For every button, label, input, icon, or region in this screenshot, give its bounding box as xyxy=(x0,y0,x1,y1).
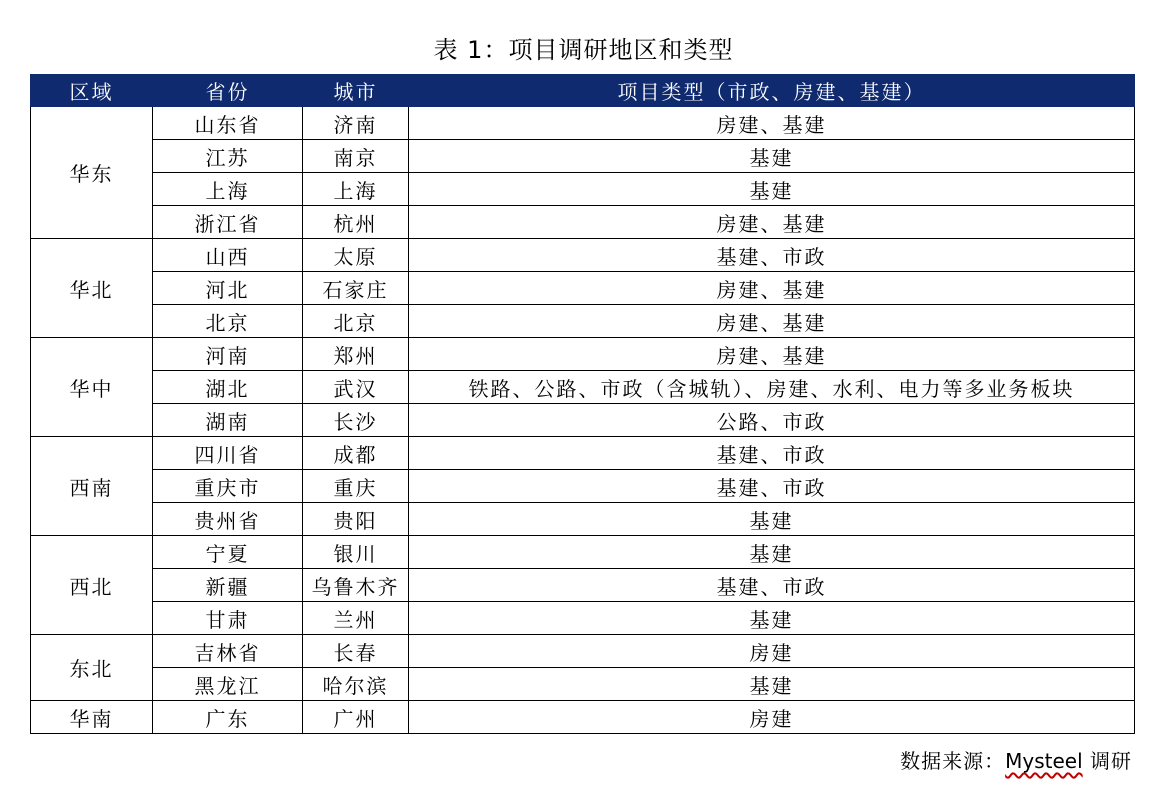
province-cell: 山西 xyxy=(153,239,303,272)
region-project-table xyxy=(30,74,1135,734)
table-row xyxy=(31,503,1135,536)
table-row xyxy=(31,272,1135,305)
city-cell: 哈尔滨 xyxy=(303,668,409,701)
province-cell: 河南 xyxy=(153,338,303,371)
city-cell: 贵阳 xyxy=(303,503,409,536)
table-row xyxy=(31,107,1135,140)
table-row xyxy=(31,338,1135,371)
table-row xyxy=(31,206,1135,239)
project-type-cell: 基建、市政 xyxy=(409,470,1135,503)
header-city: 城市 xyxy=(303,75,409,107)
project-type-cell: 基建 xyxy=(409,668,1135,701)
province-cell: 广东 xyxy=(153,701,303,734)
project-type-cell: 基建、市政 xyxy=(409,239,1135,272)
project-type-cell: 基建 xyxy=(409,173,1135,206)
province-cell: 贵州省 xyxy=(153,503,303,536)
city-cell: 长春 xyxy=(303,635,409,668)
city-cell: 北京 xyxy=(303,305,409,338)
city-cell: 重庆 xyxy=(303,470,409,503)
project-type-cell: 房建、基建 xyxy=(409,338,1135,371)
region-cell: 华中 xyxy=(31,338,153,437)
table-row xyxy=(31,371,1135,404)
province-cell: 湖南 xyxy=(153,404,303,437)
project-type-cell: 房建 xyxy=(409,635,1135,668)
table-row xyxy=(31,536,1135,569)
city-cell: 银川 xyxy=(303,536,409,569)
province-cell: 北京 xyxy=(153,305,303,338)
project-type-cell: 基建 xyxy=(409,536,1135,569)
source-note xyxy=(900,745,1132,774)
city-cell: 广州 xyxy=(303,701,409,734)
table-row xyxy=(31,701,1135,734)
city-cell: 济南 xyxy=(303,107,409,140)
city-cell: 杭州 xyxy=(303,206,409,239)
city-cell: 乌鲁木齐 xyxy=(303,569,409,602)
city-cell: 上海 xyxy=(303,173,409,206)
header-province: 省份 xyxy=(153,75,303,107)
city-cell: 武汉 xyxy=(303,371,409,404)
project-type-cell: 公路、市政 xyxy=(409,404,1135,437)
project-type-cell: 基建、市政 xyxy=(409,437,1135,470)
province-cell: 湖北 xyxy=(153,371,303,404)
header-project-type: 项目类型（市政、房建、基建） xyxy=(409,75,1135,107)
project-type-cell: 房建 xyxy=(409,701,1135,734)
project-type-cell: 基建 xyxy=(409,602,1135,635)
city-cell: 成都 xyxy=(303,437,409,470)
province-cell: 甘肃 xyxy=(153,602,303,635)
project-type-cell: 房建、基建 xyxy=(409,107,1135,140)
project-type-cell: 房建、基建 xyxy=(409,206,1135,239)
header-region: 区域 xyxy=(31,75,153,107)
province-cell: 江苏 xyxy=(153,140,303,173)
page-title: 表 1：项目调研地区和类型 xyxy=(433,36,734,64)
city-cell: 太原 xyxy=(303,239,409,272)
table-row xyxy=(31,239,1135,272)
city-cell: 郑州 xyxy=(303,338,409,371)
region-cell: 华北 xyxy=(31,239,153,338)
province-cell: 黑龙江 xyxy=(153,668,303,701)
project-type-cell: 房建、基建 xyxy=(409,305,1135,338)
province-cell: 河北 xyxy=(153,272,303,305)
region-cell: 华南 xyxy=(31,701,153,734)
province-cell: 新疆 xyxy=(153,569,303,602)
province-cell: 重庆市 xyxy=(153,470,303,503)
region-cell: 西南 xyxy=(31,437,153,536)
table-row xyxy=(31,404,1135,437)
source-suffix: 调研 xyxy=(1090,749,1132,773)
province-cell: 浙江省 xyxy=(153,206,303,239)
project-type-cell: 铁路、公路、市政（含城轨）、房建、水利、电力等多业务板块 xyxy=(409,371,1135,404)
province-cell: 四川省 xyxy=(153,437,303,470)
table-body xyxy=(31,107,1135,734)
table-header-row xyxy=(31,75,1135,107)
source-brand: Mysteel xyxy=(1005,749,1083,773)
project-type-cell: 房建、基建 xyxy=(409,272,1135,305)
city-cell: 长沙 xyxy=(303,404,409,437)
table-row xyxy=(31,173,1135,206)
table-row xyxy=(31,140,1135,173)
project-type-cell: 基建 xyxy=(409,140,1135,173)
province-cell: 吉林省 xyxy=(153,635,303,668)
region-cell: 西北 xyxy=(31,536,153,635)
table-row xyxy=(31,668,1135,701)
table-row xyxy=(31,470,1135,503)
table-row xyxy=(31,305,1135,338)
city-cell: 兰州 xyxy=(303,602,409,635)
province-cell: 山东省 xyxy=(153,107,303,140)
region-cell: 华东 xyxy=(31,107,153,239)
source-prefix: 数据来源： xyxy=(900,749,1006,773)
province-cell: 上海 xyxy=(153,173,303,206)
table-row xyxy=(31,569,1135,602)
region-cell: 东北 xyxy=(31,635,153,701)
table-row xyxy=(31,602,1135,635)
project-type-cell: 基建、市政 xyxy=(409,569,1135,602)
table-row xyxy=(31,437,1135,470)
province-cell: 宁夏 xyxy=(153,536,303,569)
city-cell: 南京 xyxy=(303,140,409,173)
project-type-cell: 基建 xyxy=(409,503,1135,536)
city-cell: 石家庄 xyxy=(303,272,409,305)
table-row xyxy=(31,635,1135,668)
